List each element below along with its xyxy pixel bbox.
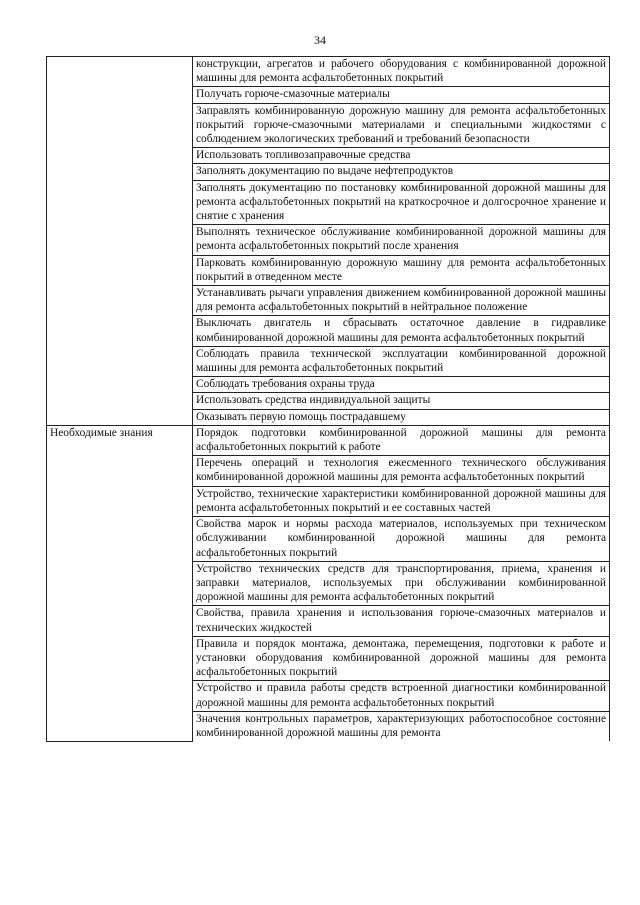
competency-table (46, 56, 610, 742)
table-cell-item: Значения контрольных параметров, характеризующих работоспособное состояние комбинированной дорожной машины для ремонта (193, 711, 610, 741)
table-cell-item: Выполнять техническое обслуживание комбинированной дорожной машины для ремонта асфальтобетонных покрытий после хранения (193, 225, 610, 255)
table-cell-item: Выключать двигатель и сбрасывать остаточное давление в гидравлике комбинированной дорожной машины для ремонта асфальтобетонных покрытий (193, 316, 610, 346)
table-cell-item: Свойства марок и нормы расхода материалов, используемых при техническом обслуживании комбинированной дорожной машины для ремонта асфальтобетонных покрытий (193, 517, 610, 562)
table-cell-item: Соблюдать требования охраны труда (193, 377, 610, 393)
table-cell-item: Использовать средства индивидуальной защиты (193, 393, 610, 409)
section-label (47, 57, 193, 426)
table-row (47, 57, 610, 87)
table-cell-item: Устанавливать рычаги управления движением комбинированной дорожной машины для ремонта асфальтобетонных покрытий в нейтральное положение (193, 286, 610, 316)
table-cell-item: Свойства, правила хранения и использования горюче-смазочных материалов и технических жидкостей (193, 606, 610, 636)
page-number: 34 (314, 33, 326, 47)
table-cell-item: Использовать топливозаправочные средства (193, 148, 610, 164)
table-cell-item: Парковать комбинированную дорожную машину для ремонта асфальтобетонных покрытий в отведенном месте (193, 255, 610, 285)
table-cell-item: Правила и порядок монтажа, демонтажа, перемещения, подготовки к работе и установки оборудования комбинированной дорожной машины для ремонта асфальтобетонных покрытий (193, 636, 610, 681)
table-cell-item: Заполнять документацию по постановку комбинированной дорожной машины для ремонта асфальтобетонных покрытий на краткосрочное и долгосрочное хранение и снятие с хранения (193, 180, 610, 225)
table-cell-item: Получать горюче-смазочные материалы (193, 87, 610, 103)
table-cell-item: Перечень операций и технология ежесменного технического обслуживания комбинированной дорожной машины для ремонта асфальтобетонных покрытий (193, 456, 610, 486)
table-cell-item: Устройство и правила работы средств встроенной диагностики комбинированной дорожной машины для ремонта асфальтобетонных покрытий (193, 681, 610, 711)
table-cell-item: Порядок подготовки комбинированной дорожной машины для ремонта асфальтобетонных покрытий к работе (193, 425, 610, 455)
section-label: Необходимые знания (47, 425, 193, 741)
table-cell-item: Устройство, технические характеристики комбинированной дорожной машины для ремонта асфальтобетонных покрытий и ее составных частей (193, 486, 610, 516)
table-row (47, 425, 610, 455)
table-cell-item: Соблюдать правила технической эксплуатации комбинированной дорожной машины для ремонта асфальтобетонных покрытий (193, 346, 610, 376)
table-cell-item: Заполнять документацию по выдаче нефтепродуктов (193, 164, 610, 180)
table-cell-item: Оказывать первую помощь пострадавшему (193, 409, 610, 425)
table-cell-item: Устройство технических средств для транспортирования, приема, хранения и заправки материалов, используемых при обслуживании комбинированной дорожной машины для ремонта асфальтобетонных покрытий (193, 561, 610, 606)
table-cell-item: Заправлять комбинированную дорожную машину для ремонта асфальтобетонных покрытий горюче-смазочными материалами и специальными жидкостями с соблюдением экологических требований и требований безопасности (193, 103, 610, 148)
table-cell-item: конструкции, агрегатов и рабочего оборудования с комбинированной дорожной машины для ремонта асфальтобетонных покрытий (193, 57, 610, 87)
